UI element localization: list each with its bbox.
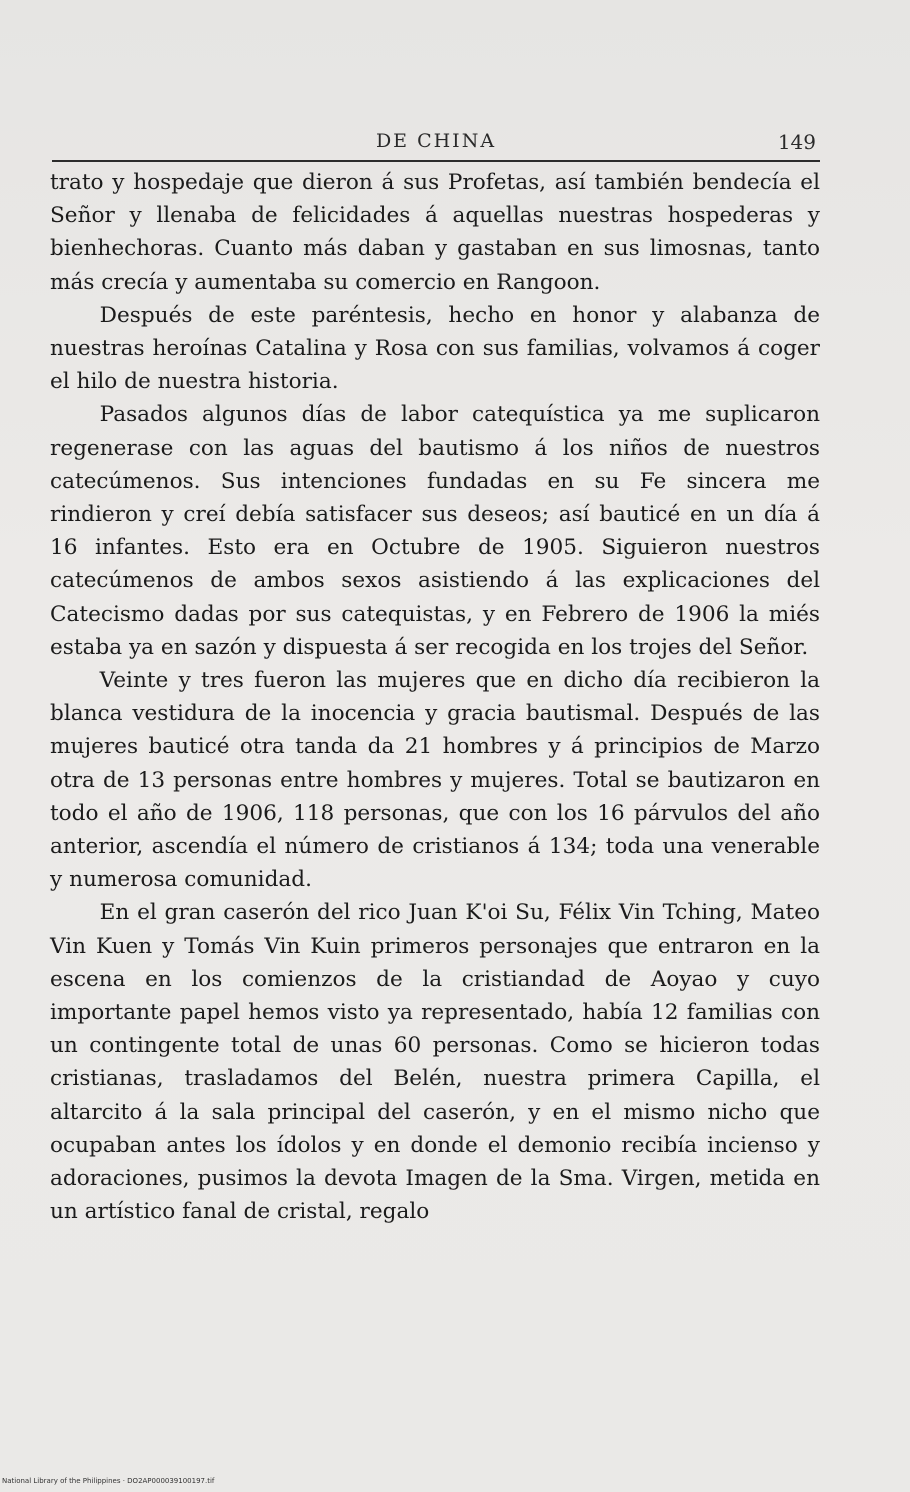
- paragraph: Veinte y tres fueron las mujeres que en dicho día recibieron la blanca vestidura de la inocencia y gracia bautismal. Después de las mujeres bauticé otra tanda da 21 hombres y á principios de Marzo otra de 13 personas entre hombres y mujeres. Total se bautizaron en todo el año de 1906, 118 personas, que con los 16 párvulos del año anterior, ascendía el número de cristianos á 134; toda una venerable y numerosa comunidad.: [50, 668, 820, 893]
- running-head: DE CHINA: [375, 130, 497, 152]
- scan-credit: National Library of the Philippines · DO2AP000039100197.tif: [2, 1477, 215, 1485]
- paragraph: Pasados algunos días de labor catequística ya me suplicaron regenerase con las aguas del bautismo á los niños de nuestros catecúmenos. Sus intenciones fundadas en su Fe sincera me rindieron y creí debía satisfacer sus deseos; así bauticé en un día á 16 infantes. Esto era en Octubre de 1905. Siguieron nuestros catecúmenos de ambos sexos asistiendo á las explicaciones del Catecismo dadas por sus catequistas, y en Febrero de 1906 la miés estaba ya en sazón y dispuesta á ser recogida en los trojes del Señor.: [50, 402, 820, 660]
- page-number: 149: [777, 130, 816, 154]
- paragraph-continuation: trato y hospedaje que dieron á sus Profetas, así también bendecía el Señor y llenaba de felicidades á aquellas nuestras hospederas y bienhechoras. Cuanto más daban y gastaban en sus limosnas, tanto más crecía y aumentaba su comercio en Rangoon.: [50, 170, 820, 295]
- page-header: [52, 126, 820, 162]
- paragraph: Después de este paréntesis, hecho en honor y alabanza de nuestras heroínas Catalina y Rosa con sus familias, volvamos á coger el hilo de nuestra historia.: [50, 302, 820, 395]
- paragraph: En el gran caserón del rico Juan K'oi Su, Félix Vin Tching, Mateo Vin Kuen y Tomás Vin Kuin primeros personajes que entraron en la escena en los comienzos de la cristiandad de Aoyao y cuyo importante papel hemos visto ya representado, había 12 familias con un contingente total de unas 60 personas. Como se hicieron todas cristianas, trasladamos del Belén, nuestra primera Capilla, el altarcito á la sala principal del caserón, y en el mismo nicho que ocupaban antes los ídolos y en donde el demonio recibía incienso y adoraciones, pusimos la devota Imagen de la Sma. Virgen, metida en un artístico fanal de cristal, regalo: [50, 900, 820, 1225]
- body-text: [50, 166, 820, 1229]
